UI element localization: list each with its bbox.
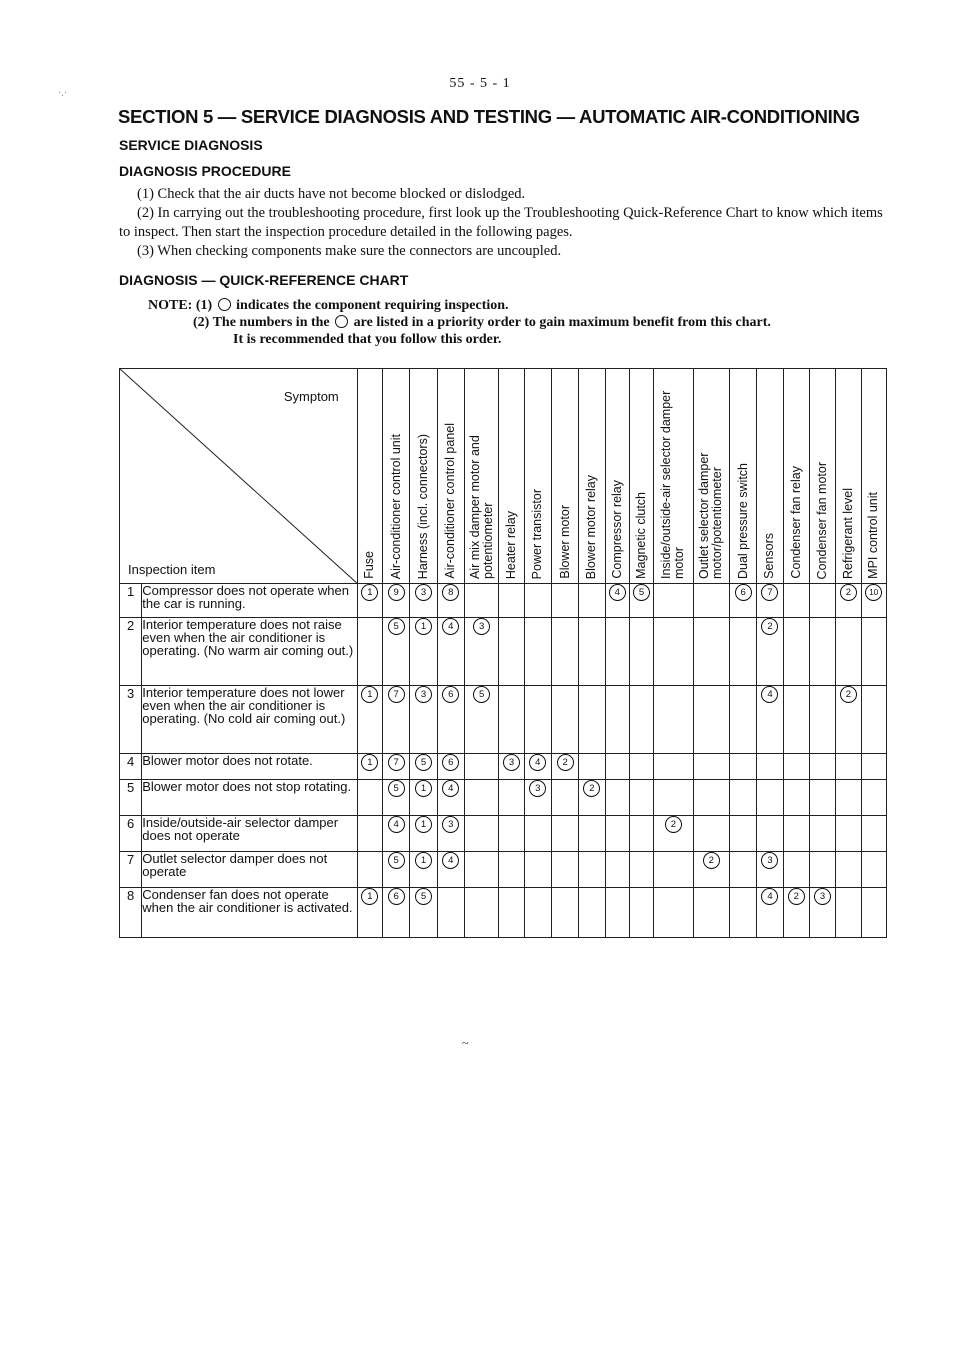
table-cell [605,754,629,780]
scan-artifact: ~ [462,1036,469,1050]
table-cell [783,686,809,754]
column-header [629,369,653,584]
section-title: SECTION 5 — SERVICE DIAGNOSIS AND TESTING — AUTOMATIC AIR-CONDITIONING [118,106,860,127]
table-cell [437,686,464,754]
priority-circle-icon: 3 [473,618,490,635]
column-label: Magnetic clutch [634,492,648,579]
table-cell [783,584,809,618]
table-cell [605,816,629,852]
table-row [120,852,887,888]
row-symptom: Interior temperature does not raise even when the air conditioner is operating. (No warm air coming out.) [142,618,358,686]
table-cell [836,686,861,754]
table-cell [524,686,551,754]
row-symptom: Outlet selector damper does not operate [142,852,358,888]
table-cell [629,584,653,618]
row-number: 7 [120,852,142,888]
circle-symbol-icon [218,298,231,311]
note-2-prefix: (2) The numbers in the [193,315,330,330]
table-cell [693,816,729,852]
column-label: Air-conditioner control unit [388,433,403,579]
priority-circle-icon: 4 [442,618,459,635]
column-label: Heater relay [504,510,519,579]
column-header [437,369,464,584]
column-label: Air-conditioner control panel [443,423,458,579]
column-label: Condenser fan relay [788,466,803,579]
table-row [120,888,887,938]
table-cell [499,754,524,780]
priority-circle-icon: 2 [557,754,574,771]
column-header [605,369,629,584]
chart-header-row [120,369,887,584]
table-cell [410,852,437,888]
priority-circle-icon: 9 [388,584,405,601]
table-cell [579,780,605,816]
column-header [357,369,382,584]
table-cell [524,852,551,888]
table-cell [605,686,629,754]
column-label: Inside/outside-air selector damper motor [659,390,687,579]
priority-circle-icon: 5 [388,618,405,635]
table-cell [693,618,729,686]
table-row [120,618,887,686]
chart-corner-header [120,369,358,584]
chart-body [120,584,887,938]
table-cell [783,888,809,938]
table-cell [437,780,464,816]
table-cell [757,584,783,618]
table-cell [757,686,783,754]
row-symptom: Interior temperature does not lower even when the air conditioner is operating. (No cold air coming out.) [142,686,358,754]
chart-note [148,297,771,348]
column-header [693,369,729,584]
table-cell [551,618,578,686]
priority-circle-icon: 4 [442,852,459,869]
table-cell [861,618,887,686]
table-cell [499,584,524,618]
table-cell [410,754,437,780]
column-header [730,369,757,584]
table-cell [861,816,887,852]
row-symptom: Compressor does not operate when the car is running. [142,584,358,618]
subheading-diagnosis-procedure: DIAGNOSIS PROCEDURE [119,163,291,179]
table-cell [730,584,757,618]
table-cell [579,888,605,938]
table-cell [654,888,693,938]
table-cell [730,852,757,888]
row-symptom: Inside/outside-air selector damper does not operate [142,816,358,852]
table-cell [654,816,693,852]
table-cell [757,816,783,852]
priority-circle-icon: 5 [473,686,490,703]
table-cell [783,816,809,852]
table-cell [410,888,437,938]
row-symptom: Blower motor does not stop rotating. [142,780,358,816]
table-row [120,780,887,816]
table-cell [464,852,498,888]
column-label: Condenser fan motor [815,461,830,579]
table-cell [357,852,382,888]
column-label: Blower motor [557,505,572,579]
table-cell [551,686,578,754]
inspection-item-label: Inspection item [128,562,216,577]
table-cell [836,780,861,816]
table-cell [524,754,551,780]
table-cell [551,780,578,816]
priority-circle-icon: 3 [442,816,459,833]
table-cell [605,888,629,938]
procedure-steps [119,185,889,261]
priority-circle-icon: 1 [415,852,432,869]
priority-circle-icon: 2 [788,888,805,905]
column-header [783,369,809,584]
table-cell [383,754,410,780]
priority-circle-icon: 3 [814,888,831,905]
priority-circle-icon: 3 [761,852,778,869]
table-cell [579,852,605,888]
column-header [579,369,605,584]
circle-symbol-icon [335,315,348,328]
table-cell [757,754,783,780]
row-number: 4 [120,754,142,780]
priority-circle-icon: 2 [583,780,600,797]
column-label: Power transistor [530,488,545,579]
table-cell [757,852,783,888]
note-line-3: It is recommended that you follow this order. [233,332,502,347]
table-cell [809,852,835,888]
table-cell [410,780,437,816]
column-label: Outlet selector damper motor/potentiometer [697,452,725,579]
priority-circle-icon: 8 [442,584,459,601]
priority-circle-icon: 1 [415,816,432,833]
table-cell [809,780,835,816]
table-cell [836,888,861,938]
table-cell [693,686,729,754]
table-cell [499,888,524,938]
priority-circle-icon: 6 [388,888,405,905]
column-header [836,369,861,584]
priority-circle-icon: 3 [529,780,546,797]
table-cell [579,686,605,754]
table-cell [357,584,382,618]
priority-circle-icon: 2 [840,584,857,601]
table-cell [654,584,693,618]
priority-circle-icon: 4 [761,686,778,703]
table-cell [757,780,783,816]
row-number: 2 [120,618,142,686]
table-cell [809,754,835,780]
table-cell [383,780,410,816]
table-cell [410,618,437,686]
table-cell [654,780,693,816]
table-cell [499,686,524,754]
table-cell [783,852,809,888]
table-cell [629,618,653,686]
priority-circle-icon: 6 [442,686,459,703]
table-cell [410,816,437,852]
table-cell [654,618,693,686]
priority-circle-icon: 1 [361,584,378,601]
table-cell [357,816,382,852]
priority-circle-icon: 1 [361,888,378,905]
priority-circle-icon: 3 [503,754,520,771]
table-cell [809,618,835,686]
table-cell [357,780,382,816]
priority-circle-icon: 3 [415,686,432,703]
priority-circle-icon: 5 [388,852,405,869]
table-cell [836,754,861,780]
page-number: 55 - 5 - 1 [449,76,511,91]
priority-circle-icon: 1 [361,754,378,771]
priority-circle-icon: 1 [415,618,432,635]
table-cell [693,754,729,780]
table-cell [383,618,410,686]
table-cell [654,754,693,780]
procedure-step-1: (1) Check that the air ducts have not become blocked or dislodged. [137,186,526,202]
priority-circle-icon: 6 [442,754,459,771]
table-cell [654,686,693,754]
table-cell [357,888,382,938]
table-cell [861,852,887,888]
table-cell [693,888,729,938]
priority-circle-icon: 2 [703,852,720,869]
table-cell [551,852,578,888]
table-cell [464,780,498,816]
table-cell [730,754,757,780]
column-label: Refrigerant level [840,487,855,579]
priority-circle-icon: 1 [415,780,432,797]
table-cell [605,584,629,618]
table-cell [464,584,498,618]
table-cell [464,888,498,938]
column-label: MPI control unit [866,492,881,579]
column-label: Dual pressure switch [735,462,750,579]
table-cell [693,780,729,816]
table-cell [579,584,605,618]
column-label: Compressor relay [609,480,624,579]
subheading-service-diagnosis: SERVICE DIAGNOSIS [119,137,263,153]
row-number: 5 [120,780,142,816]
table-cell [809,584,835,618]
column-header [654,369,693,584]
priority-circle-icon: 7 [388,754,405,771]
priority-circle-icon: 6 [735,584,752,601]
quick-reference-chart [119,368,887,938]
table-cell [437,852,464,888]
column-header [524,369,551,584]
symptom-label: Symptom [283,389,339,404]
table-cell [437,888,464,938]
priority-circle-icon: 4 [609,584,626,601]
table-cell [383,816,410,852]
table-cell [809,816,835,852]
table-row [120,816,887,852]
table-cell [579,618,605,686]
table-cell [357,618,382,686]
row-number: 6 [120,816,142,852]
table-cell [629,816,653,852]
table-cell [730,686,757,754]
table-cell [629,888,653,938]
table-cell [357,754,382,780]
table-cell [357,686,382,754]
table-cell [410,686,437,754]
priority-circle-icon: 4 [529,754,546,771]
priority-circle-icon: 5 [415,888,432,905]
procedure-step-3: (3) When checking components make sure the connectors are uncoupled. [137,243,562,259]
table-cell [605,780,629,816]
table-cell [383,888,410,938]
note-line-1 [148,297,771,314]
column-header [499,369,524,584]
row-symptom: Blower motor does not rotate. [142,754,358,780]
table-cell [693,584,729,618]
subheading-quick-reference: DIAGNOSIS — QUICK-REFERENCE CHART [119,272,409,288]
table-cell [464,686,498,754]
table-cell [437,816,464,852]
table-cell [693,852,729,888]
table-cell [809,888,835,938]
table-row [120,754,887,780]
column-label: Sensors [762,533,777,579]
note-2-text: are listed in a priority order to gain maximum benefit from this chart. [353,315,771,330]
table-cell [551,888,578,938]
table-cell [757,888,783,938]
table-cell [861,780,887,816]
table-cell [499,816,524,852]
table-cell [524,780,551,816]
table-cell [383,852,410,888]
table-cell [861,686,887,754]
table-cell [861,754,887,780]
table-row [120,686,887,754]
table-cell [499,852,524,888]
table-cell [629,780,653,816]
column-header [383,369,410,584]
table-cell [629,686,653,754]
row-number: 1 [120,584,142,618]
table-cell [464,618,498,686]
table-cell [654,852,693,888]
table-cell [464,754,498,780]
column-header [757,369,783,584]
note-1-text: indicates the component requiring inspection. [236,298,509,313]
table-cell [551,754,578,780]
procedure-step-2: (2) In carrying out the troubleshooting procedure, first look up the Troubleshooting Quick-Reference Chart to know which items to inspect. Then start the inspection procedure detailed in the following pages. [119,205,883,240]
table-cell [783,754,809,780]
priority-circle-icon: 4 [388,816,405,833]
row-number: 8 [120,888,142,938]
priority-circle-icon: 4 [761,888,778,905]
priority-circle-icon: 2 [665,816,682,833]
note-1-prefix: (1) [195,298,213,313]
column-label: Air mix damper motor and potentiometer [467,435,495,579]
priority-circle-icon: 5 [388,780,405,797]
priority-circle-icon: 5 [633,584,650,601]
priority-circle-icon: 10 [865,584,882,601]
table-cell [524,584,551,618]
table-cell [757,618,783,686]
table-cell [437,584,464,618]
note-label: NOTE: [148,298,193,313]
priority-circle-icon: 2 [761,618,778,635]
table-cell [783,618,809,686]
table-cell [383,686,410,754]
table-cell [836,584,861,618]
table-cell [437,618,464,686]
table-cell [437,754,464,780]
table-cell [605,618,629,686]
table-cell [809,686,835,754]
table-cell [730,816,757,852]
table-cell [836,618,861,686]
column-header [551,369,578,584]
column-header [809,369,835,584]
table-cell [410,584,437,618]
table-cell [730,618,757,686]
column-label: Harness (incl. connectors) [416,433,431,579]
table-cell [730,780,757,816]
table-row [120,584,887,618]
table-cell [836,852,861,888]
priority-circle-icon: 5 [415,754,432,771]
priority-circle-icon: 7 [761,584,778,601]
table-cell [579,816,605,852]
table-cell [861,584,887,618]
table-cell [783,780,809,816]
table-cell [551,584,578,618]
table-cell [629,754,653,780]
row-number: 3 [120,686,142,754]
priority-circle-icon: 7 [388,686,405,703]
priority-circle-icon: 3 [415,584,432,601]
table-cell [524,888,551,938]
table-cell [524,816,551,852]
column-header [410,369,437,584]
priority-circle-icon: 4 [442,780,459,797]
table-cell [579,754,605,780]
table-cell [499,780,524,816]
priority-circle-icon: 1 [361,686,378,703]
table-cell [629,852,653,888]
table-cell [861,888,887,938]
column-header [861,369,887,584]
table-cell [464,816,498,852]
scan-artifact: ·.· [58,88,68,99]
table-cell [605,852,629,888]
column-label: Fuse [362,551,377,579]
table-cell [730,888,757,938]
note-line-2 [148,314,771,331]
column-header [464,369,498,584]
table-cell [551,816,578,852]
table-cell [836,816,861,852]
priority-circle-icon: 2 [840,686,857,703]
row-symptom: Condenser fan does not operate when the air conditioner is activated. [142,888,358,938]
table-cell [499,618,524,686]
table-cell [524,618,551,686]
table-cell [383,584,410,618]
column-label: Blower motor relay [584,474,599,579]
